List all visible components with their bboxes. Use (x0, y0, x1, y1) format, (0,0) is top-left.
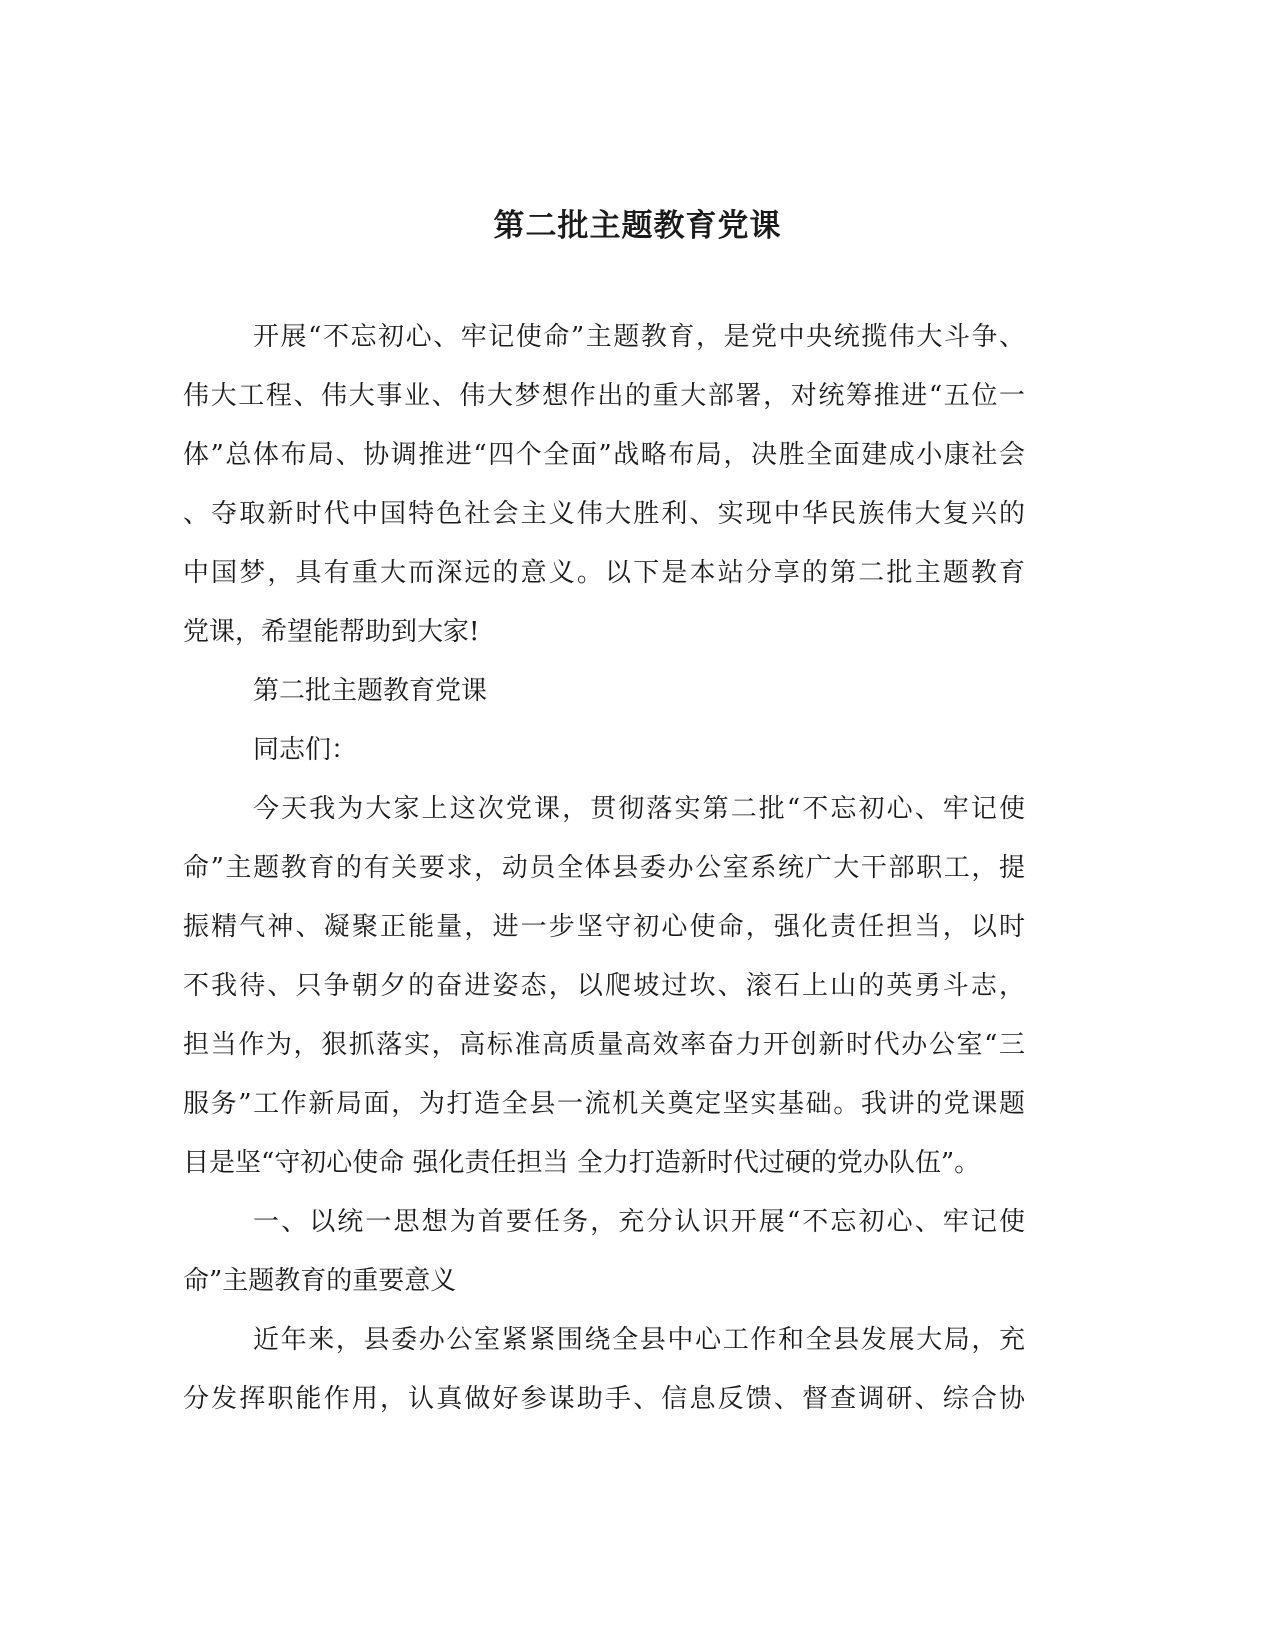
text-line: 伟大工程、伟大事业、伟大梦想作出的重大部署，对统筹推进“五位一 (183, 381, 1025, 411)
paragraph (183, 1197, 1025, 1315)
text-line: 不我待、只争朝夕的奋进姿态，以爬坡过坎、滚石上山的英勇斗志， (183, 971, 1025, 1001)
document-title: 第二批主题教育党课 (493, 208, 782, 244)
text-line: 担当作为，狠抓落实，高标准高质量高效率奋力开创新时代办公室“三 (183, 1030, 1025, 1060)
text-line: 体”总体布局、协调推进“四个全面”战略布局，决胜全面建成小康社会 (183, 440, 1025, 470)
text-line: 一、以统一思想为首要任务，充分认识开展“不忘初心、牢记使 (253, 1207, 1025, 1237)
text-line: 第二批主题教育党课 (253, 676, 488, 706)
document-body (183, 312, 1025, 1433)
text-line: 振精气神、凝聚正能量，进一步坚守初心使命，强化责任担当，以时 (183, 912, 1025, 942)
text-line: 目是坚“守初心使命 强化责任担当 全力打造新时代过硬的党办队伍”。 (183, 1148, 981, 1178)
paragraph (183, 725, 1025, 784)
text-line: 近年来，县委办公室紧紧围绕全县中心工作和全县发展大局，充 (253, 1325, 1025, 1355)
text-line: 开展“不忘初心、牢记使命”主题教育，是党中央统揽伟大斗争、 (253, 322, 1025, 352)
text-line: 命”主题教育的有关要求，动员全体县委办公室系统广大干部职工，提 (183, 853, 1025, 883)
text-line: 命”主题教育的重要意义 (183, 1266, 457, 1296)
paragraph (183, 312, 1025, 666)
text-line: 今天我为大家上这次党课，贯彻落实第二批“不忘初心、牢记使 (253, 794, 1025, 824)
text-line: 中国梦，具有重大而深远的意义。以下是本站分享的第二批主题教育 (183, 558, 1025, 588)
text-line: 党课，希望能帮助到大家! (183, 617, 480, 647)
paragraph (183, 784, 1025, 1197)
text-line: 同志们： (253, 735, 358, 765)
text-line: 、夺取新时代中国特色社会主义伟大胜利、实现中华民族伟大复兴的 (183, 499, 1025, 529)
text-line: 分发挥职能作用，认真做好参谋助手、信息反馈、督查调研、综合协 (183, 1384, 1025, 1414)
paragraph (183, 1315, 1025, 1433)
text-line: 服务”工作新局面，为打造全县一流机关奠定坚实基础。我讲的党课题 (183, 1089, 1025, 1119)
paragraph (183, 666, 1025, 725)
